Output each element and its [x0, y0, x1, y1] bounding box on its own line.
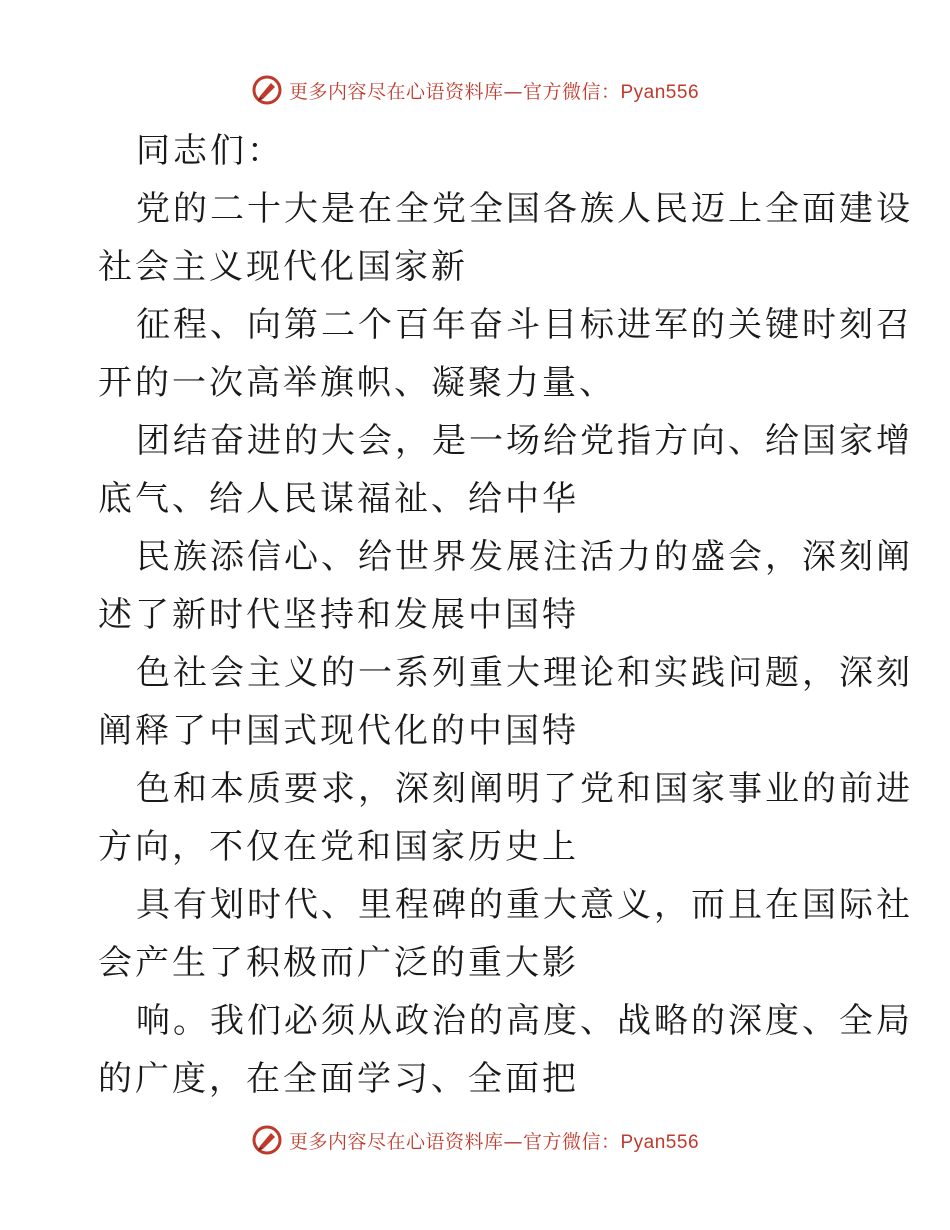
footer-banner-account: Pyan556 — [620, 1131, 700, 1153]
document-body — [98, 122, 913, 1108]
body-line: 同志们： — [136, 131, 284, 171]
body-line: 社会主义现代化国家新 — [98, 247, 468, 287]
body-line: 色社会主义的一系列重大理论和实践问题，深刻 — [136, 653, 913, 693]
body-line: 响。我们必须从政治的高度、战略的深度、全局 — [136, 1001, 913, 1041]
body-line: 底气、给人民谋福祉、给中华 — [98, 479, 579, 519]
header-banner-text — [289, 77, 699, 104]
body-line: 开的一次高举旗帜、凝聚力量、 — [98, 363, 616, 403]
body-line: 述了新时代坚持和发展中国特 — [98, 595, 579, 635]
pen-nib-logo-icon — [251, 1124, 283, 1156]
footer-banner-dash: — — [503, 1130, 523, 1153]
body-line: 的广度，在全面学习、全面把 — [98, 1059, 579, 1099]
body-line: 民族添信心、给世界发展注活力的盛会，深刻阐 — [136, 537, 913, 577]
body-line: 团结奋进的大会，是一场给党指方向、给国家增 — [136, 421, 913, 461]
header-banner-account: Pyan556 — [620, 81, 700, 103]
body-line: 阐释了中国式现代化的中国特 — [98, 711, 579, 751]
footer-banner-wechat-label: 官方微信： — [522, 1130, 621, 1153]
body-line: 具有划时代、里程碑的重大意义，而且在国际社 — [136, 885, 913, 925]
header-banner — [0, 70, 950, 110]
body-line: 色和本质要求，深刻阐明了党和国家事业的前进 — [136, 769, 913, 809]
footer-banner-text — [289, 1127, 699, 1154]
body-line: 会产生了积极而广泛的重大影 — [98, 943, 579, 983]
body-line: 方向，不仅在党和国家历史上 — [98, 827, 579, 867]
footer-banner-title: 更多内容尽在心语资料库 — [288, 1130, 504, 1153]
header-banner-wechat-label: 官方微信： — [522, 80, 621, 103]
header-banner-title: 更多内容尽在心语资料库 — [288, 80, 504, 103]
body-line: 征程、向第二个百年奋斗目标进军的关键时刻召 — [136, 305, 913, 345]
footer-banner — [0, 1120, 950, 1160]
pen-nib-logo-icon — [251, 74, 283, 106]
header-banner-dash: — — [503, 80, 523, 103]
body-line: 党的二十大是在全党全国各族人民迈上全面建设 — [136, 189, 913, 229]
